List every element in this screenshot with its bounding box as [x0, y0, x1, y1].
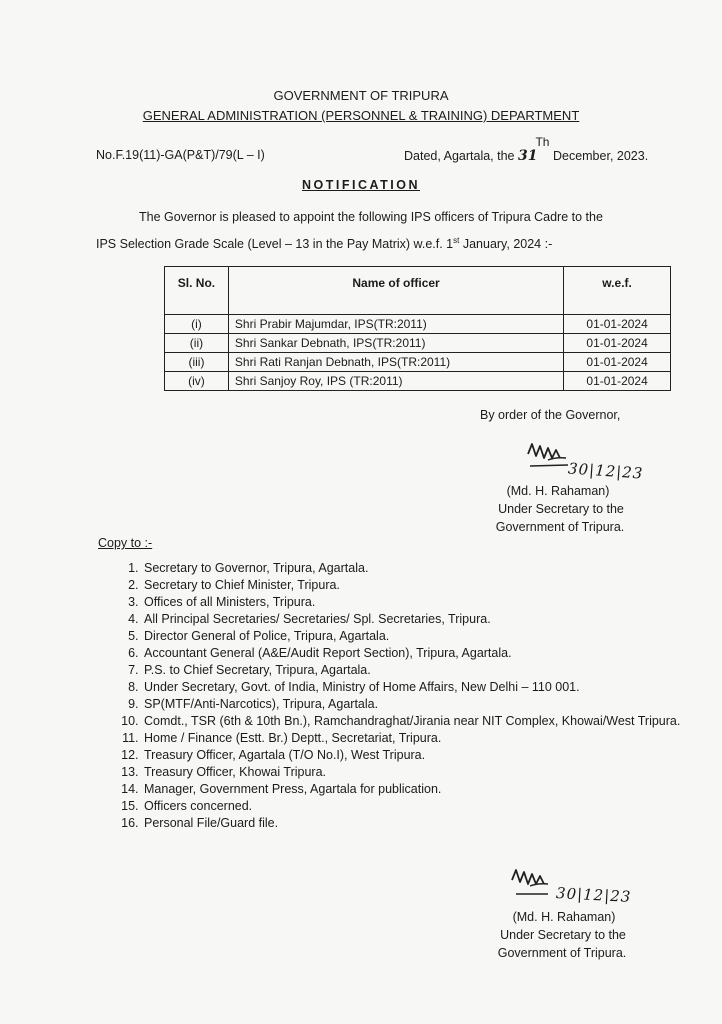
list-item: 2. Secretary to Chief Minister, Tripura.: [142, 577, 722, 594]
list-item: 8. Under Secretary, Govt. of India, Ministry of Home Affairs, New Delhi – 110 001.: [142, 679, 722, 696]
table-header-row: [165, 267, 671, 315]
body-line-1: The Governor is pleased to appoint the following IPS officers of Tripura Cadre to the: [139, 210, 603, 224]
header-sl-no: Sl. No.: [165, 267, 229, 315]
table-row: [165, 334, 671, 353]
body-line-2-sup: st: [453, 236, 460, 245]
file-number: No.F.19(11)-GA(P&T)/79(L – I): [96, 148, 265, 162]
by-order-line: By order of the Governor,: [480, 408, 621, 422]
header-officer-name: Name of officer: [228, 267, 563, 315]
list-item: 13. Treasury Officer, Khowai Tripura.: [142, 764, 722, 781]
department-header-line1: GOVERNMENT OF TRIPURA: [273, 88, 449, 103]
list-item: 1. Secretary to Governor, Tripura, Agartala.: [142, 560, 722, 577]
notification-title: NOTIFICATION: [302, 178, 420, 192]
copy-to-list: [96, 560, 722, 832]
row-wef: 01-01-2024: [564, 334, 671, 353]
row-sl-no: (ii): [165, 334, 229, 353]
signatory-designation-2b: Government of Tripura.: [497, 946, 627, 960]
list-item: 14. Manager, Government Press, Agartala for publication.: [142, 781, 722, 798]
handwritten-day: 31: [517, 148, 538, 164]
handwritten-date-1: 30|12|23: [567, 459, 644, 483]
row-officer-name: Shri Sanjoy Roy, IPS (TR:2011): [228, 372, 563, 391]
row-officer-name: Shri Rati Ranjan Debnath, IPS(TR:2011): [228, 353, 563, 372]
row-wef: 01-01-2024: [564, 372, 671, 391]
list-item: 9. SP(MTF/Anti-Narcotics), Tripura, Agartala.: [142, 696, 722, 713]
list-item: 16. Personal File/Guard file.: [142, 815, 722, 832]
signatory-designation-2a: Under Secretary to the: [500, 928, 626, 942]
officers-table: [164, 266, 671, 391]
list-item: 3. Offices of all Ministers, Tripura.: [142, 594, 722, 611]
table-row: [165, 372, 671, 391]
row-wef: 01-01-2024: [564, 315, 671, 334]
department-header-line2: GENERAL ADMINISTRATION (PERSONNEL & TRAINING) DEPARTMENT: [142, 108, 580, 123]
date-suffix: December, 2023.: [552, 149, 649, 163]
row-sl-no: (iv): [165, 372, 229, 391]
row-sl-no: (i): [165, 315, 229, 334]
row-officer-name: Shri Sankar Debnath, IPS(TR:2011): [228, 334, 563, 353]
list-item: 15. Officers concerned.: [142, 798, 722, 815]
handwritten-day-suffix: Th: [535, 135, 550, 149]
table-row: [165, 353, 671, 372]
list-item: 12. Treasury Officer, Agartala (T/O No.I), West Tripura.: [142, 747, 722, 764]
table-row: [165, 315, 671, 334]
body-line-2: [96, 236, 552, 251]
list-item: 5. Director General of Police, Tripura, Agartala.: [142, 628, 722, 645]
row-sl-no: (iii): [165, 353, 229, 372]
date-line: [404, 135, 649, 164]
body-line-2-start: IPS Selection Grade Scale (Level – 13 in the Pay Matrix) w.e.f. 1: [96, 237, 454, 252]
list-item: 11. Home / Finance (Estt. Br.) Deptt., Secretariat, Tripura.: [142, 730, 722, 747]
row-wef: 01-01-2024: [564, 353, 671, 372]
signatory-name-2: (Md. H. Rahaman): [512, 910, 616, 924]
list-item: 7. P.S. to Chief Secretary, Tripura, Agartala.: [142, 662, 722, 679]
list-item: 10. Comdt., TSR (6th & 10th Bn.), Ramchandraghat/Jirania near NIT Complex, Khowai/West Tripura.: [142, 713, 722, 730]
date-prefix: Dated, Agartala, the: [404, 149, 515, 163]
signatory-designation-1b: Government of Tripura.: [495, 520, 625, 534]
copy-to-heading: Copy to :-: [98, 536, 153, 550]
signatory-name-1: (Md. H. Rahaman): [506, 484, 610, 498]
handwritten-date-2: 30|12|23: [555, 884, 632, 906]
header-wef: w.e.f.: [564, 267, 671, 315]
signatory-designation-1a: Under Secretary to the: [498, 502, 624, 516]
row-officer-name: Shri Prabir Majumdar, IPS(TR:2011): [228, 315, 563, 334]
body-line-2-end: January, 2024 :-: [459, 237, 553, 252]
list-item: 4. All Principal Secretaries/ Secretaries/ Spl. Secretaries, Tripura.: [142, 611, 722, 628]
list-item: 6. Accountant General (A&E/Audit Report Section), Tripura, Agartala.: [142, 645, 722, 662]
